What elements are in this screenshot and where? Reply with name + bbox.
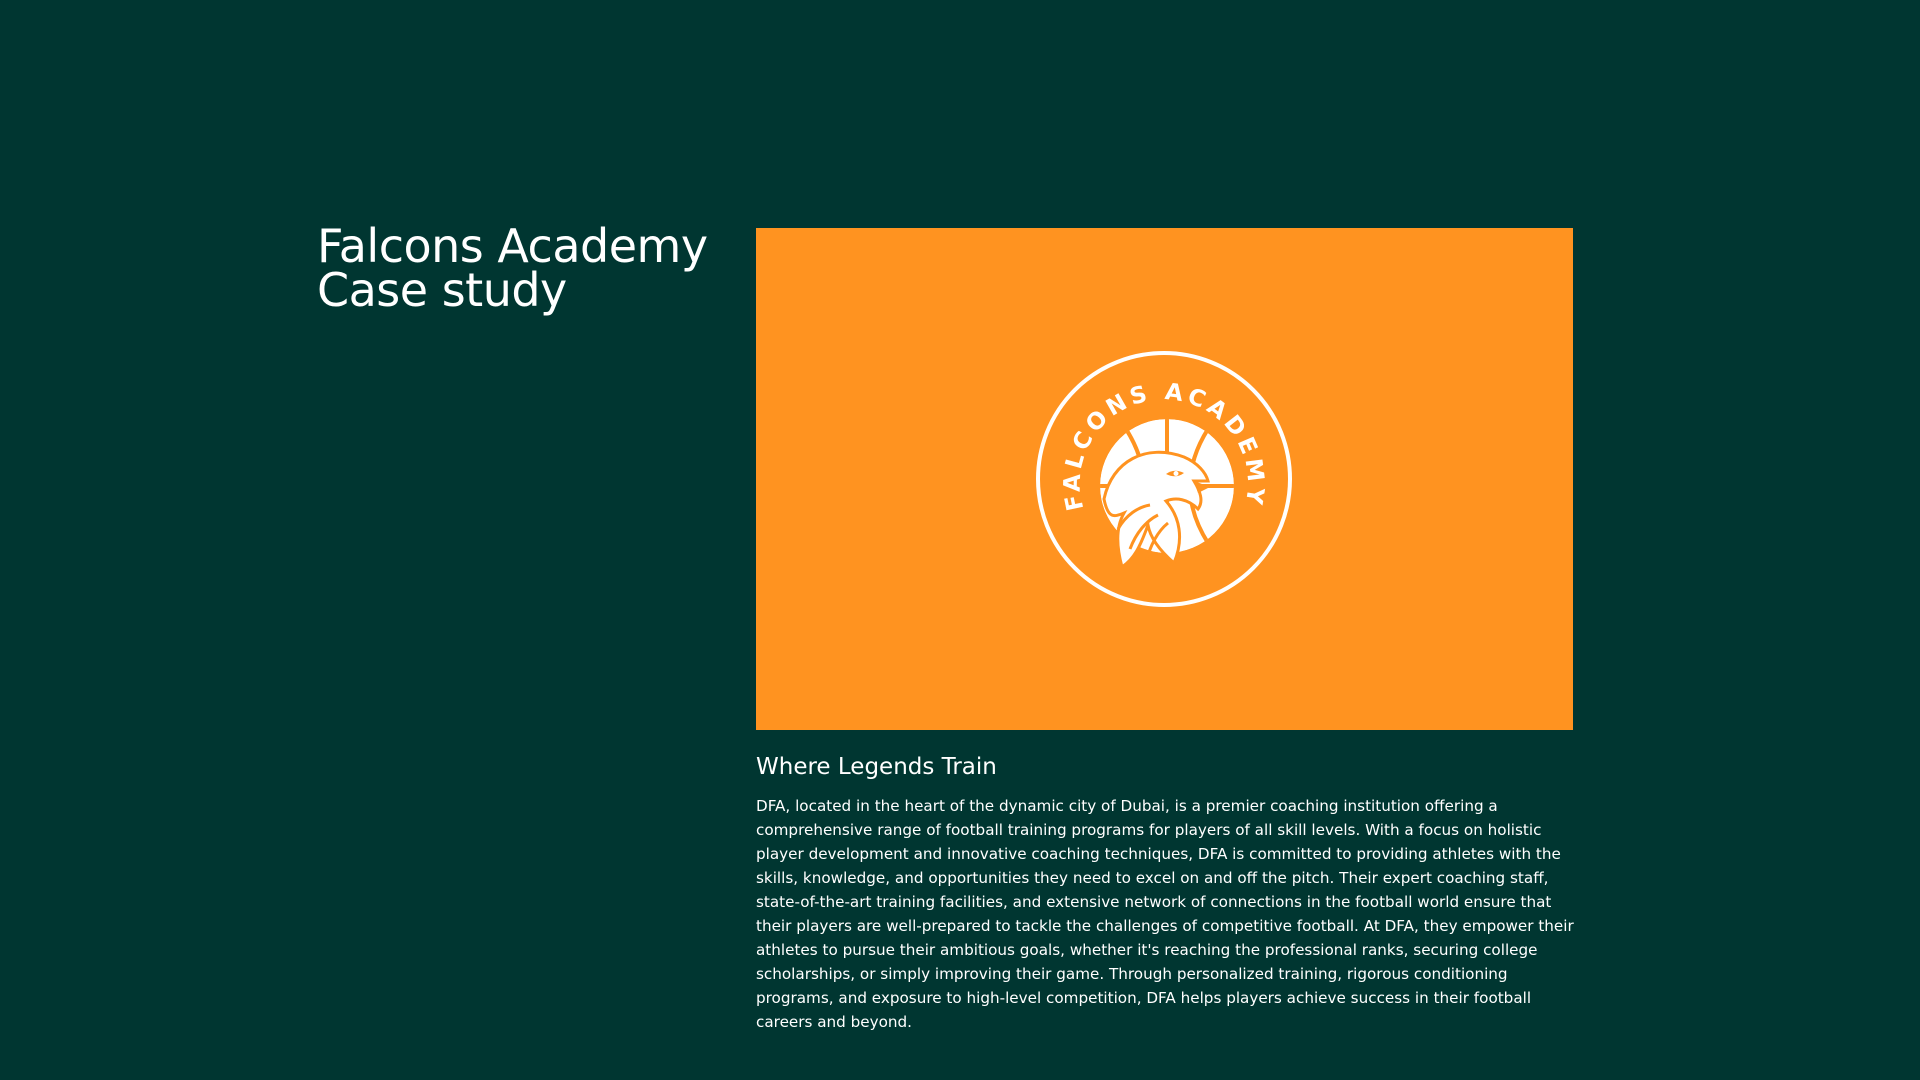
falcon-basketball-crest-icon (1034, 349, 1294, 609)
section-subtitle: Where Legends Train (756, 754, 997, 780)
page-title-line-1: Falcons Academy (317, 219, 708, 273)
page-title (317, 219, 717, 317)
case-study-description: DFA, located in the heart of the dynamic city of Dubai, is a premier coaching institution offering a comprehensive range of football training programs for players of all skill levels. With a focus on holistic player development and innovative coaching techniques, DFA is committed to providing athletes with the skills, knowledge, and opportunities they need to excel on and off the pitch. Their expert coaching staff, state-of-the-art training facilities, and extensive network of connections in the football world ensure that their players are well-prepared to tackle the challenges of competitive football. At DFA, they empower their athletes to pursue their ambitious goals, whether it's reaching the professional ranks, securing college scholarships, or simply improving their game. Through personalized training, rigorous conditioning programs, and exposure to high-level competition, DFA helps players achieve success in their football careers and beyond. (756, 797, 1574, 1031)
hero-image (756, 228, 1573, 730)
page-title-line-2: Case study (317, 263, 567, 317)
logo-wordmark: FALCONS ACADEMY (1059, 378, 1269, 513)
